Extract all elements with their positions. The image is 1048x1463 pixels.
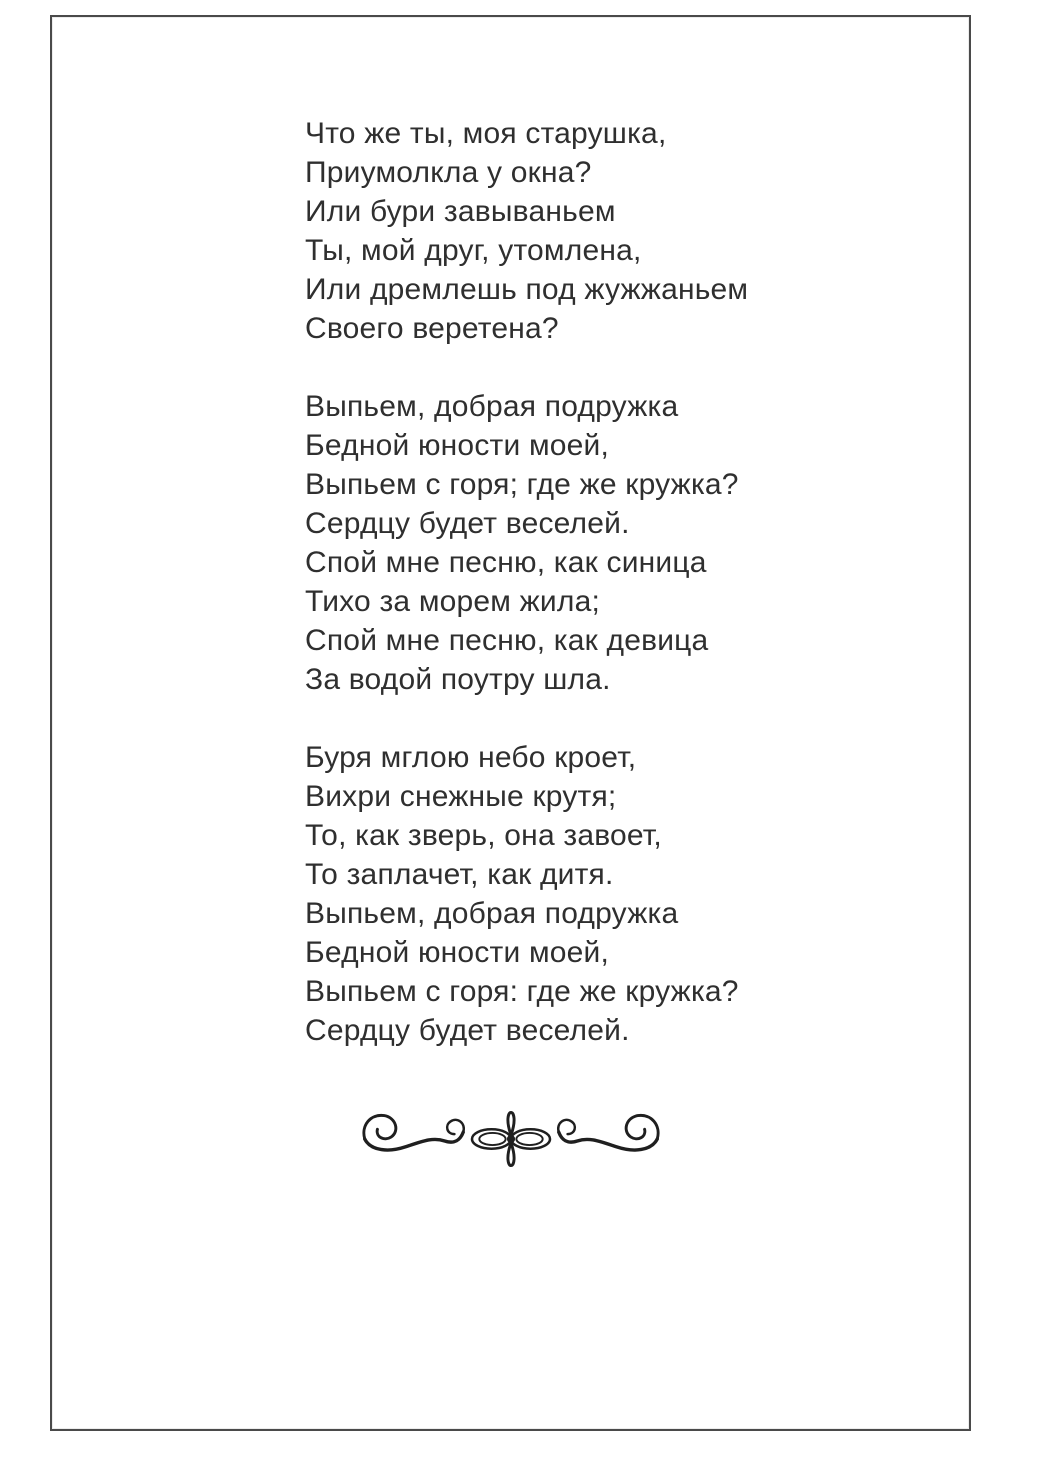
stanza-2 <box>305 387 748 699</box>
poem-line: Приумолкла у окна? <box>305 156 592 189</box>
page <box>50 15 971 1431</box>
poem-line: То заплачет, как дитя. <box>305 858 614 891</box>
poem-line: Тихо за морем жила; <box>305 585 601 618</box>
poem-line: За водой поутру шла. <box>305 663 611 696</box>
poem-line: Своего веретена? <box>305 312 559 345</box>
poem-line: Бедной юности моей, <box>305 936 610 969</box>
poem-line: Или бури завываньем <box>305 195 616 228</box>
stanza-1 <box>305 114 748 348</box>
poem-line: Спой мне песню, как девица <box>305 624 709 657</box>
poem-line: Выпьем, добрая подружка <box>305 390 679 423</box>
poem-line: Или дремлешь под жужжаньем <box>305 273 749 306</box>
flourish-divider <box>355 1100 667 1178</box>
poem-line: Выпьем, добрая подружка <box>305 897 679 930</box>
poem-line: Бедной юности моей, <box>305 429 610 462</box>
poem-line: Вихри снежные крутя; <box>305 780 617 813</box>
poem-line: То, как зверь, она завоет, <box>305 819 662 852</box>
poem-line: Выпьем с горя; где же кружка? <box>305 468 739 501</box>
poem-line: Сердцу будет веселей. <box>305 1014 630 1047</box>
poem-line: Выпьем с горя: где же кружка? <box>305 975 739 1008</box>
poem-line: Сердцу будет веселей. <box>305 507 630 540</box>
stanza-3 <box>305 738 748 1050</box>
poem-line: Спой мне песню, как синица <box>305 546 707 579</box>
poem-line: Буря мглою небо кроет, <box>305 741 637 774</box>
flourish-divider-icon <box>355 1100 667 1178</box>
poem-text <box>305 114 748 1050</box>
poem-line: Ты, мой друг, утомлена, <box>305 234 642 267</box>
poem-line: Что же ты, моя старушка, <box>305 117 667 150</box>
